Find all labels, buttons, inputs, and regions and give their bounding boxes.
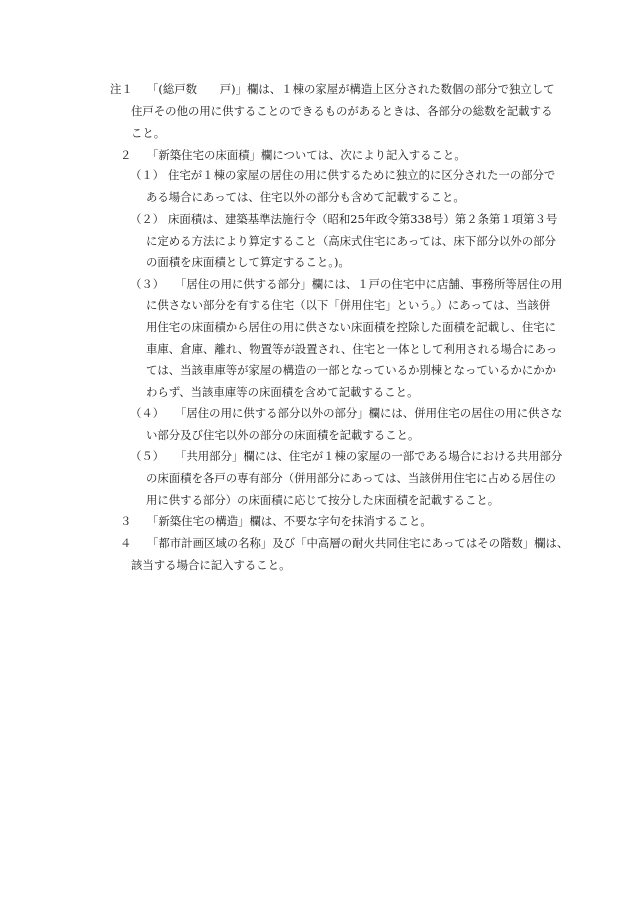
note-label: （３） [130,277,165,291]
note-line: 該当する場合に記入すること。 [131,558,291,572]
note-line: に定める方法により算定すること（高床式住宅にあっては、床下部分以外の部分 [146,234,556,248]
note-label: 注１ [110,82,133,96]
note-line: 「新築住宅の床面積」欄については、次により記入すること。 [147,148,466,162]
note-line: 住戸その他の用に供することのできるものがあるときは、各部分の総数を記載する [131,104,553,118]
note-line: い部分及び住宅以外の部分の床面積を記載すること。 [146,428,420,442]
note-line: に供さない部分を有する住宅（以下「併用住宅」という。）にあっては、当該併 [146,298,551,312]
note-label: （１） [130,168,165,182]
note-line: 車庫、倉庫、離れ、物置等が設置され、住宅と一体として利用される場合にあっ [146,342,558,356]
note-line: 床面積は、建築基準法施行令（昭和25年政令第338号）第２条第１項第３号 [168,212,558,226]
note-label: ２ [120,148,132,162]
note-label: （４） [130,406,165,420]
note-line: の面積を床面積として算定すること。)。 [146,255,350,269]
note-line: 「居住の用に供する部分以外の部分」欄には、併用住宅の居住の用に供さな [175,406,563,420]
note-line: の床面積を各戸の専有部分（併用部分にあっては、当該併用住宅に占める居住の [146,471,556,485]
note-label: ３ [120,514,132,528]
note-line: 「新築住宅の構造」欄は、不要な字句を抹消すること。 [147,514,432,528]
note-label: （５） [130,449,165,463]
note-line: 「共用部分」欄には、住宅が１棟の家屋の一部である場合における共用部分 [175,449,563,463]
note-line: わらず、当該車庫等の床面積を含めて記載すること。 [146,385,419,399]
note-line: 住宅が１棟の家屋の居住の用に供するために独立的に区分された一の部分で [168,168,556,182]
note-line: 「都市計画区域の名称」及び「中高層の耐火共同住宅にあってはその階数」欄は、 [147,536,569,550]
note-line: 「居住の用に供する部分」欄には、１戸の住宅中に店舗、事務所等居住の用 [175,277,563,291]
note-line: ある場合にあっては、住宅以外の部分も含めて記載すること。 [146,190,465,204]
note-line: ては、当該車庫等が家屋の構造の一部となっているか別棟となっているかにかか [146,363,557,377]
note-line: こと。 [131,126,166,140]
note-line: 「(総戸数 戸)」欄は、１棟の家屋が構造上区分された数個の部分で独立して [147,82,555,96]
note-label: （２） [130,212,165,226]
note-label: ４ [120,536,132,550]
note-line: 用に供する部分）の床面積に応じて按分した床面積を記載すること。 [146,493,500,507]
note-line: 用住宅の床面積から居住の用に供さない床面積を控除した面積を記載し、住宅に [146,320,557,334]
